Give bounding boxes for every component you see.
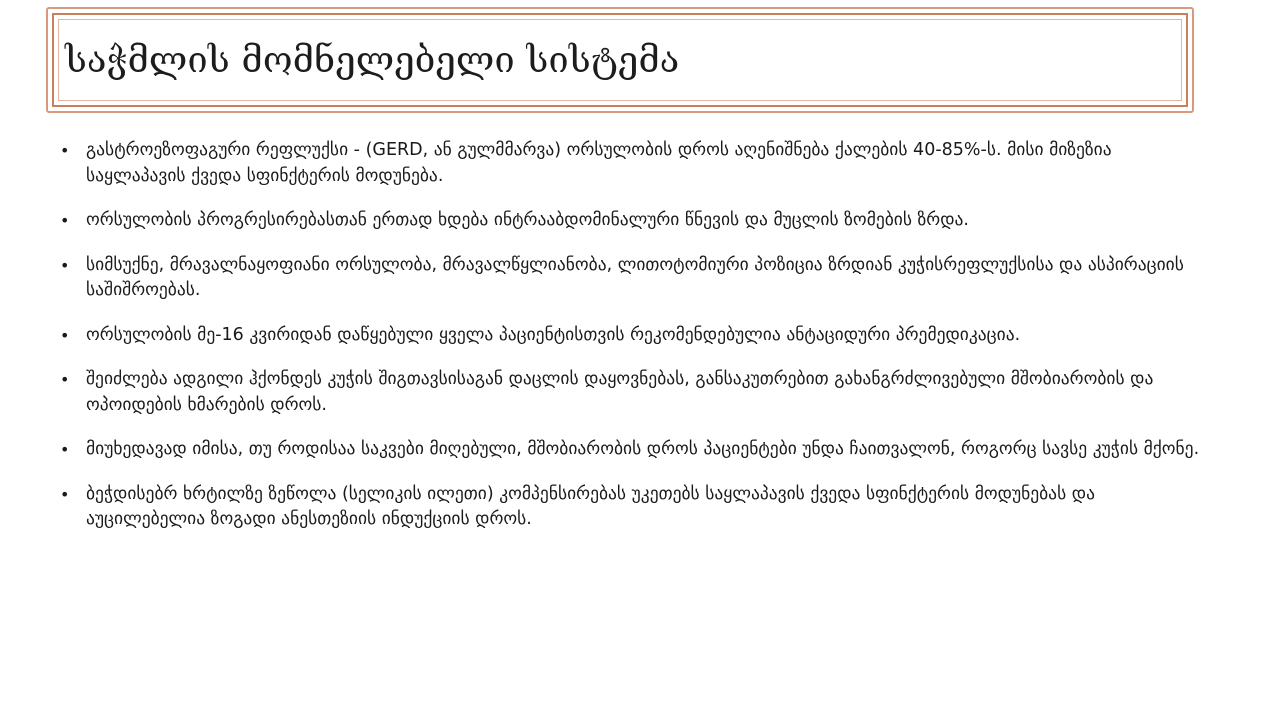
- bullet-dot-icon: •: [60, 484, 70, 504]
- bullet-dot-icon: •: [60, 255, 70, 275]
- title-frame-border: [52, 13, 1188, 107]
- bullet-text: შეიძლება ადგილი ჰქონდეს კუჭის შიგთავსისაგან დაცლის დაყოვნებას, განსაკუთრებით გახანგრძლივებული მშობიარობის და ოპოიდების ხმარების დროს.: [86, 369, 1154, 415]
- bullet-item: [58, 208, 1208, 234]
- title-frame-inner: [58, 19, 1182, 101]
- bullet-text: გასტროეზოფაგური რეფლუქსი - (GERD, ან გულმმარვა) ორსულობის დროს აღენიშნება ქალების 40-85%-ს. მისი მიზეზია საყლაპავის ქვედა სფინქტერის მოდუნება.: [86, 140, 1112, 186]
- bullet-dot-icon: •: [60, 141, 70, 160]
- bullet-dot-icon: •: [60, 211, 70, 230]
- bullet-item: [58, 367, 1208, 418]
- bullet-item: [58, 323, 1208, 349]
- bullet-dot-icon: •: [60, 440, 70, 459]
- bullet-dot-icon: •: [60, 325, 70, 345]
- bullet-item: [58, 253, 1208, 304]
- bullet-text: მიუხედავად იმისა, თუ როდისაა საკვები მიღებული, მშობიარობის დროს პაციენტები უნდა ჩაითვალონ, როგორც სავსე კუჭის მქონე.: [86, 439, 1200, 459]
- bullet-text: ორსულობის მე-16 კვირიდან დაწყებული ყველა პაციენტისთვის რეკომენდებულია ანტაციდური პრემედიკაცია.: [86, 324, 1021, 345]
- bullet-item: [58, 482, 1208, 533]
- bullet-text: ორსულობის პროგრესირებასთან ერთად ხდება ინტრააბდომინალური წნევის და მუცლის ზომების ზრდა.: [86, 210, 969, 230]
- bullet-item: [58, 138, 1208, 189]
- bullet-text: სიმსუქნე, მრავალნაყოფიანი ორსულობა, მრავალწყლიანობა, ლითოტომიური პოზიცია ზრდიან კუჭისრეფლუქსისა და ასპირაციის საშიშროებას.: [86, 254, 1184, 300]
- bullet-text: ბეჭდისებრ ხრტილზე ზეწოლა (სელიკის ილეთი) კომპენსირებას უკეთებს საყლაპავის ქვედა სფინქტერის მოდუნებას და აუცილებელია ზოგადი ანესთეზიის ინდუქციის დროს.: [86, 483, 1095, 529]
- title-frame: [46, 7, 1194, 113]
- bullet-list: [58, 138, 1208, 533]
- bullet-dot-icon: •: [60, 370, 70, 389]
- slide-content: [58, 138, 1208, 552]
- slide-title: საჭმლის მომნელებელი სისტემა: [65, 39, 680, 81]
- bullet-item: [58, 437, 1208, 463]
